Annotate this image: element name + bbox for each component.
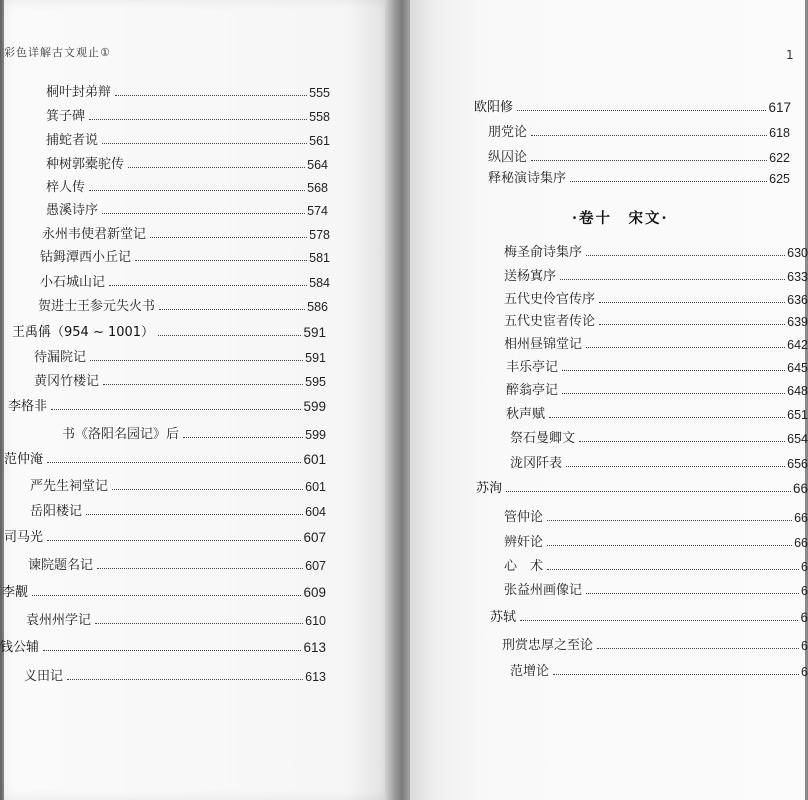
author-name: 李觏 <box>2 585 29 600</box>
dot-leader <box>549 417 785 418</box>
entry-title: 五代史伶官传序 <box>504 292 596 307</box>
page-number: 595 <box>305 375 326 389</box>
dot-leader <box>599 302 785 303</box>
toc-entry-row <box>510 451 808 471</box>
toc-entry-row <box>34 369 326 389</box>
author-name: 李格非 <box>8 399 48 414</box>
page-number: 625 <box>769 172 790 186</box>
dot-leader <box>97 568 303 569</box>
page-number: 601 <box>305 480 326 494</box>
toc-entry-row <box>24 664 326 684</box>
dot-leader <box>553 674 799 675</box>
toc-entry-row <box>34 345 326 365</box>
dot-leader <box>517 110 766 111</box>
page-number: 639 <box>787 315 808 329</box>
page-number: 584 <box>309 276 330 290</box>
page-number: 558 <box>309 110 330 124</box>
toc-entry-row <box>504 309 808 329</box>
toc-author-row <box>0 635 326 655</box>
page-number: 581 <box>309 251 330 265</box>
dot-leader <box>597 648 799 649</box>
toc-entry-row <box>42 222 330 242</box>
page-number: 642 <box>787 338 808 352</box>
entry-title: 心 术 <box>504 559 544 574</box>
toc-entry-row <box>488 120 790 140</box>
toc-entry-row <box>46 80 330 100</box>
entry-title: 醉翁亭记 <box>506 383 559 398</box>
dot-leader <box>586 347 785 348</box>
entry-title: 梅圣俞诗集序 <box>504 245 583 260</box>
right-toc-clip <box>410 0 808 800</box>
running-header: 彩色详解古文观止① <box>4 46 111 59</box>
toc-author-row <box>4 447 326 467</box>
page-number: 613 <box>305 670 326 684</box>
page-number: 622 <box>769 151 790 165</box>
page-number: 656 <box>787 457 808 471</box>
toc-entry-row <box>62 422 326 442</box>
dot-leader <box>47 540 301 541</box>
author-name: 苏洵 <box>476 481 503 496</box>
dot-leader <box>562 393 785 394</box>
entry-title: 范增论 <box>510 664 550 679</box>
page-number: 66 <box>792 481 808 496</box>
toc-entry-row <box>504 332 808 352</box>
page-number: 613 <box>303 640 326 655</box>
entry-title: 祭石曼卿文 <box>510 431 576 446</box>
entry-title: 刑赏忠厚之至论 <box>502 638 594 653</box>
dot-leader <box>586 255 785 256</box>
page-number: 6 <box>801 584 808 598</box>
entry-title: 贺进士王参元失火书 <box>38 299 156 314</box>
toc-entry-row <box>30 474 326 494</box>
author-name: 范仲淹 <box>4 452 44 467</box>
page-number: 6 <box>801 560 808 574</box>
entry-title: 义田记 <box>24 669 64 684</box>
dot-leader <box>520 620 798 621</box>
dot-leader <box>158 335 301 336</box>
page-number: 66 <box>794 536 808 550</box>
entry-title: 谏院题名记 <box>28 558 94 573</box>
page-number: 633 <box>787 270 808 284</box>
dot-leader <box>67 679 303 680</box>
page-number: 6 <box>800 610 808 625</box>
dot-leader <box>51 409 301 410</box>
entry-title: 永州韦使君新堂记 <box>42 227 147 242</box>
dot-leader <box>531 160 767 161</box>
toc-entry-row <box>46 152 328 172</box>
entry-title: 捕蛇者说 <box>46 133 99 148</box>
dot-leader <box>506 491 791 492</box>
dot-leader <box>570 181 767 182</box>
toc-author-row <box>2 580 326 600</box>
toc-entry-row <box>504 578 808 598</box>
page-number: 599 <box>303 399 326 414</box>
dot-leader <box>566 466 785 467</box>
dot-leader <box>102 213 305 214</box>
page-number: 607 <box>303 530 326 545</box>
toc-entry-row <box>46 175 328 195</box>
page-number: 574 <box>307 204 328 218</box>
entry-title: 秋声赋 <box>506 407 546 422</box>
toc-entry-row <box>506 378 808 398</box>
dot-leader <box>547 520 792 521</box>
toc-entry-row <box>502 633 808 653</box>
page-number: 591 <box>303 325 326 340</box>
entry-title: 种树郭橐驼传 <box>46 157 125 172</box>
toc-entry-row <box>488 166 790 186</box>
entry-title: 张益州画像记 <box>504 583 583 598</box>
toc-entry-row <box>46 128 330 148</box>
author-name: 钱公辅 <box>0 640 40 655</box>
entry-title: 黄冈竹楼记 <box>34 374 100 389</box>
entry-title: 严先生祠堂记 <box>30 479 109 494</box>
entry-title: 释秘演诗集序 <box>488 171 567 186</box>
page-number: 591 <box>305 351 326 365</box>
page-number: 599 <box>305 428 326 442</box>
toc-author-row <box>4 525 326 545</box>
dot-leader <box>103 384 303 385</box>
entry-title: 辨奸论 <box>504 535 544 550</box>
toc-entry-row <box>504 505 808 525</box>
page-number: 6 <box>801 639 808 653</box>
toc-author-row <box>12 320 326 340</box>
page-number: 555 <box>309 86 330 100</box>
toc-entry-row <box>28 553 326 573</box>
entry-title: 钴鉧潭西小丘记 <box>40 250 132 265</box>
page-number: 630 <box>787 246 808 260</box>
entry-title: 小石城山记 <box>40 275 106 290</box>
entry-title: 愚溪诗序 <box>46 203 99 218</box>
entry-title: 泷冈阡表 <box>510 456 563 471</box>
dot-leader <box>102 143 307 144</box>
toc-entry-row <box>504 240 808 260</box>
entry-title: 纵囚论 <box>488 150 528 165</box>
author-name: 司马光 <box>4 530 44 545</box>
entry-title: 五代史宦者传论 <box>504 314 596 329</box>
page-number: 561 <box>309 134 330 148</box>
page-number: 66 <box>794 511 808 525</box>
entry-title: 待漏院记 <box>34 350 87 365</box>
page-number: 636 <box>787 293 808 307</box>
entry-title: 箕子碑 <box>46 109 86 124</box>
dot-leader <box>183 437 303 438</box>
dot-leader <box>586 593 799 594</box>
page-edge-mark: 1 <box>786 48 794 62</box>
toc-entry-row <box>30 499 326 519</box>
toc-entry-row <box>46 198 328 218</box>
entry-title: 相州昼锦堂记 <box>504 337 583 352</box>
page-number: 604 <box>305 505 326 519</box>
page-number: 568 <box>307 181 328 195</box>
page-number: 578 <box>309 228 330 242</box>
dot-leader <box>112 489 303 490</box>
page-number: 651 <box>787 408 808 422</box>
toc-entry-row <box>26 608 326 628</box>
dot-leader <box>562 370 785 371</box>
toc-entry-row <box>510 659 808 679</box>
dot-leader <box>547 545 792 546</box>
dot-leader <box>150 237 307 238</box>
page-number: 648 <box>787 384 808 398</box>
dot-leader <box>89 190 305 191</box>
toc-author-row <box>490 605 808 625</box>
toc-entry-row <box>510 426 808 446</box>
dot-leader <box>95 623 303 624</box>
dot-leader <box>135 260 307 261</box>
dot-leader <box>560 279 785 280</box>
dot-leader <box>579 441 785 442</box>
page-number: 607 <box>305 559 326 573</box>
dot-leader <box>86 514 303 515</box>
toc-entry-row <box>38 294 328 314</box>
dot-leader <box>43 650 301 651</box>
dot-leader <box>128 167 305 168</box>
entry-title: 送杨寘序 <box>504 269 557 284</box>
page-number: 586 <box>307 300 328 314</box>
dot-leader <box>599 324 785 325</box>
page-number: 609 <box>303 585 326 600</box>
toc-author-row <box>8 394 326 414</box>
entry-title: 岳阳楼记 <box>30 504 83 519</box>
section-title: ·卷十 宋文· <box>572 210 669 227</box>
toc-author-row <box>474 95 791 115</box>
toc-entry-row <box>488 145 790 165</box>
dot-leader <box>109 285 307 286</box>
page-number: 617 <box>768 100 791 115</box>
toc-entry-row <box>506 402 808 422</box>
page-number: 564 <box>307 158 328 172</box>
dot-leader <box>32 595 301 596</box>
toc-entry-row <box>504 554 808 574</box>
page-number: 601 <box>303 452 326 467</box>
entry-title: 梓人传 <box>46 180 86 195</box>
dot-leader <box>159 309 305 310</box>
dot-leader <box>547 569 799 570</box>
dot-leader <box>90 360 303 361</box>
toc-entry-row <box>40 245 330 265</box>
page-number: 645 <box>787 361 808 375</box>
toc-entry-row <box>40 270 330 290</box>
toc-entry-row <box>506 355 808 375</box>
entry-title: 朋党论 <box>488 125 528 140</box>
entry-title: 书《洛阳名园记》后 <box>62 427 180 442</box>
author-name: 欧阳修 <box>474 100 514 115</box>
page-number: 6 <box>801 665 808 679</box>
dot-leader <box>89 119 307 120</box>
toc-entry-row <box>504 264 808 284</box>
entry-title: 桐叶封弟辩 <box>46 85 112 100</box>
page-number: 618 <box>769 126 790 140</box>
page-number: 654 <box>787 432 808 446</box>
toc-entry-row <box>46 104 330 124</box>
dot-leader <box>115 95 307 96</box>
entry-title: 丰乐亭记 <box>506 360 559 375</box>
dot-leader <box>531 135 767 136</box>
author-name: 王禹偁（954 ~ 1001） <box>12 325 155 340</box>
entry-title: 袁州州学记 <box>26 613 92 628</box>
toc-entry-row <box>504 530 808 550</box>
toc-entry-row <box>504 287 808 307</box>
toc-author-row <box>476 476 808 496</box>
dot-leader <box>47 462 301 463</box>
entry-title: 管仲论 <box>504 510 544 525</box>
author-name: 苏轼 <box>490 610 517 625</box>
page-number: 610 <box>305 614 326 628</box>
